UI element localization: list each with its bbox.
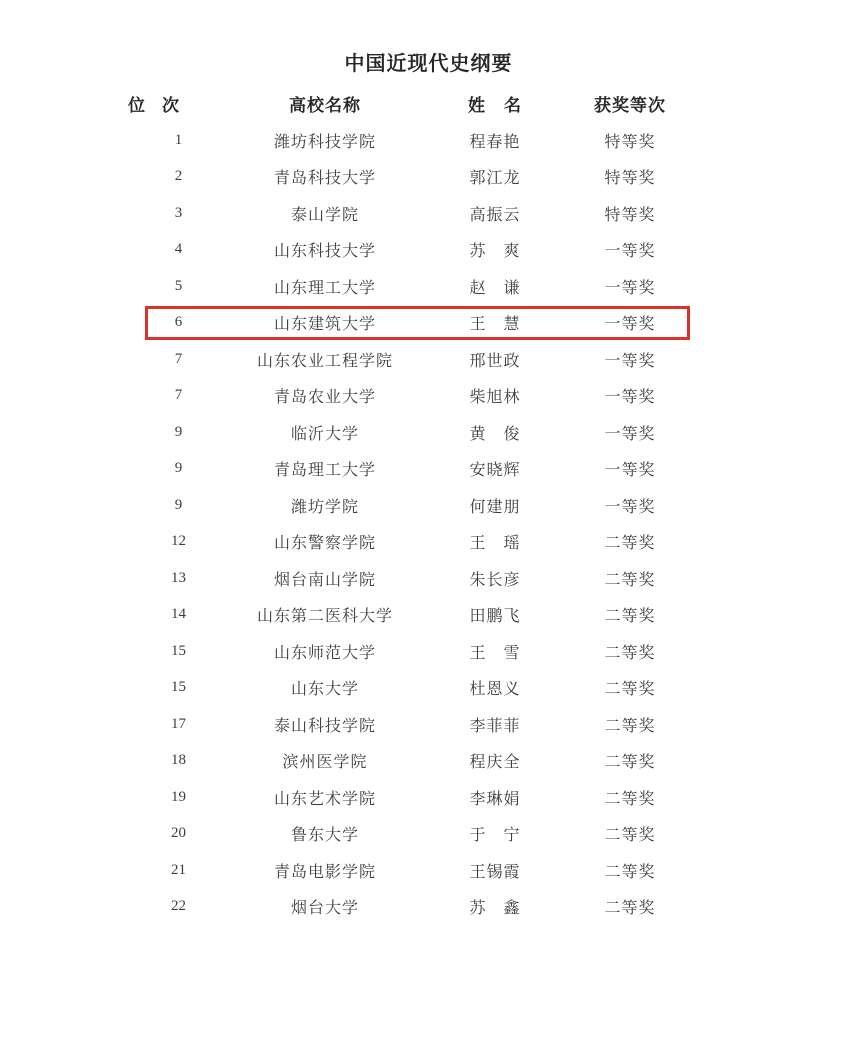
header-award: 获奖等次 [594, 96, 666, 115]
table-row [127, 268, 690, 305]
rank-cell: 22 [171, 898, 186, 915]
name-cell: 杜恩义 [469, 681, 521, 699]
name-cell: 于 宁 [469, 827, 521, 845]
school-cell: 临沂大学 [290, 425, 359, 443]
rank-cell: 3 [174, 204, 183, 221]
table-row [127, 670, 690, 707]
award-cell: 二等奖 [604, 827, 656, 845]
name-cell: 安晓辉 [469, 462, 521, 480]
award-cell: 二等奖 [604, 790, 656, 808]
rank-cell: 13 [171, 569, 186, 586]
rank-cell: 17 [171, 715, 186, 732]
school-cell: 山东大学 [290, 681, 359, 699]
school-cell: 山东艺术学院 [273, 790, 376, 808]
award-cell: 一等奖 [604, 316, 656, 334]
name-cell: 苏 鑫 [469, 900, 521, 918]
award-cell: 特等奖 [604, 206, 656, 224]
rank-cell: 6 [174, 314, 183, 331]
header-name: 姓 名 [468, 96, 522, 115]
name-cell: 程庆全 [469, 754, 521, 772]
award-cell: 一等奖 [604, 279, 656, 297]
award-cell: 二等奖 [604, 900, 656, 918]
award-cell: 一等奖 [604, 389, 656, 407]
table-row [127, 122, 690, 159]
rank-cell: 21 [171, 861, 186, 878]
school-cell: 青岛科技大学 [273, 170, 376, 188]
rank-cell: 5 [174, 277, 183, 294]
rank-cell: 2 [174, 168, 183, 185]
page-title: 中国近现代史纲要 [344, 53, 513, 75]
name-cell: 李琳娟 [469, 790, 521, 808]
school-cell: 鲁东大学 [290, 827, 359, 845]
school-cell: 烟台大学 [290, 900, 359, 918]
table-row [127, 743, 690, 780]
table-row [127, 305, 690, 342]
award-cell: 一等奖 [604, 425, 656, 443]
school-cell: 山东师范大学 [273, 644, 376, 662]
header-school: 高校名称 [289, 96, 361, 115]
name-cell: 何建朋 [469, 498, 521, 516]
name-cell: 王 瑶 [469, 535, 521, 553]
rank-cell: 1 [174, 131, 183, 148]
table-body [127, 122, 690, 925]
table-row [127, 852, 690, 889]
name-cell: 田鹏飞 [469, 608, 521, 626]
award-cell: 二等奖 [604, 644, 656, 662]
rank-cell: 15 [171, 642, 186, 659]
school-cell: 泰山学院 [290, 206, 359, 224]
table-row [127, 524, 690, 561]
school-cell: 山东第二医科大学 [256, 608, 393, 626]
rank-cell: 18 [171, 752, 186, 769]
name-cell: 黄 俊 [469, 425, 521, 443]
award-cell: 一等奖 [604, 352, 656, 370]
award-cell: 二等奖 [604, 863, 656, 881]
school-cell: 青岛理工大学 [273, 462, 376, 480]
name-cell: 邢世政 [469, 352, 521, 370]
rank-cell: 12 [171, 533, 186, 550]
name-cell: 王 雪 [469, 644, 521, 662]
school-cell: 泰山科技学院 [273, 717, 376, 735]
name-cell: 郭江龙 [469, 170, 521, 188]
rank-cell: 15 [171, 679, 186, 696]
name-cell: 赵 谦 [469, 279, 521, 297]
table-row [127, 779, 690, 816]
rank-cell: 14 [171, 606, 186, 623]
name-cell: 李菲菲 [469, 717, 521, 735]
school-cell: 滨州医学院 [282, 754, 368, 772]
name-cell: 程春艳 [469, 133, 521, 151]
award-cell: 一等奖 [604, 498, 656, 516]
school-cell: 山东警察学院 [273, 535, 376, 553]
award-cell: 二等奖 [604, 535, 656, 553]
school-cell: 山东农业工程学院 [256, 352, 393, 370]
name-cell: 高振云 [469, 206, 521, 224]
school-cell: 潍坊科技学院 [273, 133, 376, 151]
table-row [127, 232, 690, 269]
school-cell: 青岛电影学院 [273, 863, 376, 881]
award-cell: 一等奖 [604, 243, 656, 261]
award-cell: 二等奖 [604, 754, 656, 772]
school-cell: 烟台南山学院 [273, 571, 376, 589]
table-row [127, 159, 690, 196]
table-row [127, 414, 690, 451]
name-cell: 柴旭林 [469, 389, 521, 407]
awards-table [127, 85, 690, 925]
rank-cell: 20 [171, 825, 186, 842]
school-cell: 山东理工大学 [273, 279, 376, 297]
school-cell: 山东科技大学 [273, 243, 376, 261]
name-cell: 王 慧 [469, 316, 521, 334]
name-cell: 王锡霞 [469, 863, 521, 881]
rank-cell: 4 [174, 241, 183, 258]
rank-cell: 9 [174, 423, 183, 440]
table-row [127, 560, 690, 597]
rank-cell: 9 [174, 460, 183, 477]
name-cell: 朱长彦 [469, 571, 521, 589]
table-row [127, 889, 690, 926]
award-cell: 二等奖 [604, 608, 656, 626]
table-header-row [127, 85, 690, 122]
rank-cell: 7 [174, 350, 183, 367]
table-row [127, 816, 690, 853]
school-cell: 潍坊学院 [290, 498, 359, 516]
table-row [127, 378, 690, 415]
rank-cell: 7 [174, 387, 183, 404]
award-cell: 一等奖 [604, 462, 656, 480]
table-row [127, 597, 690, 634]
name-cell: 苏 爽 [469, 243, 521, 261]
table-row [127, 195, 690, 232]
school-cell: 山东建筑大学 [273, 316, 376, 334]
rank-cell: 9 [174, 496, 183, 513]
school-cell: 青岛农业大学 [273, 389, 376, 407]
rank-cell: 19 [171, 788, 186, 805]
table-row [127, 341, 690, 378]
table-row [127, 633, 690, 670]
table-row [127, 451, 690, 488]
award-cell: 特等奖 [604, 133, 656, 151]
award-cell: 二等奖 [604, 717, 656, 735]
award-cell: 二等奖 [604, 681, 656, 699]
table-row [127, 706, 690, 743]
table-row [127, 487, 690, 524]
award-cell: 二等奖 [604, 571, 656, 589]
award-cell: 特等奖 [604, 170, 656, 188]
header-rank: 位 次 [128, 96, 179, 115]
